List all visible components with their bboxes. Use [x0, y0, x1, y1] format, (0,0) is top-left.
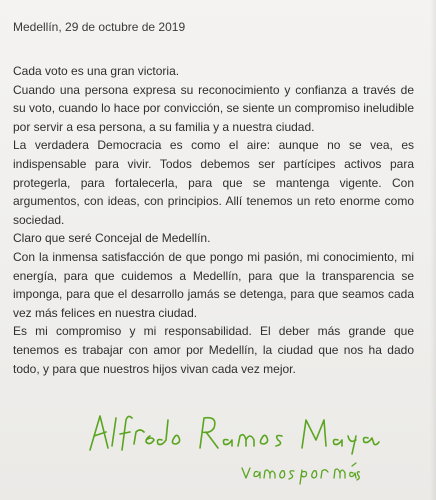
paragraph-democracy: La verdadera Democracia es como el aire: aunque no se vea, es indispensable para vivir. Todos debemos ser partícipes activos para protegerla, para fortalecerla, para que se mantenga vigente. Con argumentos, con ideas, con principios. Allí tenemos un reto enorme como sociedad.: [13, 138, 414, 227]
paper-edge-shadow: [430, 0, 436, 500]
handwritten-signature: [88, 410, 380, 456]
paragraph-satisfaction: Con la inmensa satisfacción de que pongo mi pasión, mi conocimiento, mi energía, para que cuidemos a Medellín, para que la transparencia se imponga, para que el desarrollo jamás se detenga, para que seamos cada vez más felices en nuestra ciudad.: [13, 249, 414, 320]
paragraph-responsibility: Es mi compromiso y mi responsabilidad. El deber más grande que tenemos es trabajar con amor por Medellín, la ciudad que nos ha dado todo, y para que nuestros hijos vivan cada vez mejor.: [13, 324, 414, 376]
date-line: Medellín, 29 de octubre de 2019: [13, 20, 186, 34]
paragraph-victory: Cada voto es una gran victoria.: [13, 64, 180, 78]
handwritten-slogan: [240, 456, 360, 486]
paragraph-commitment: Cuando una persona expresa su reconocimiento y confianza a través de su voto, cuando lo hace por convicción, se siente un compromiso ineludible por servir a esa persona, a su familia y a nuestra ciudad.: [13, 82, 414, 134]
letter-body: [13, 62, 414, 378]
paragraph-concejal: Claro que seré Concejal de Medellín.: [13, 231, 211, 246]
